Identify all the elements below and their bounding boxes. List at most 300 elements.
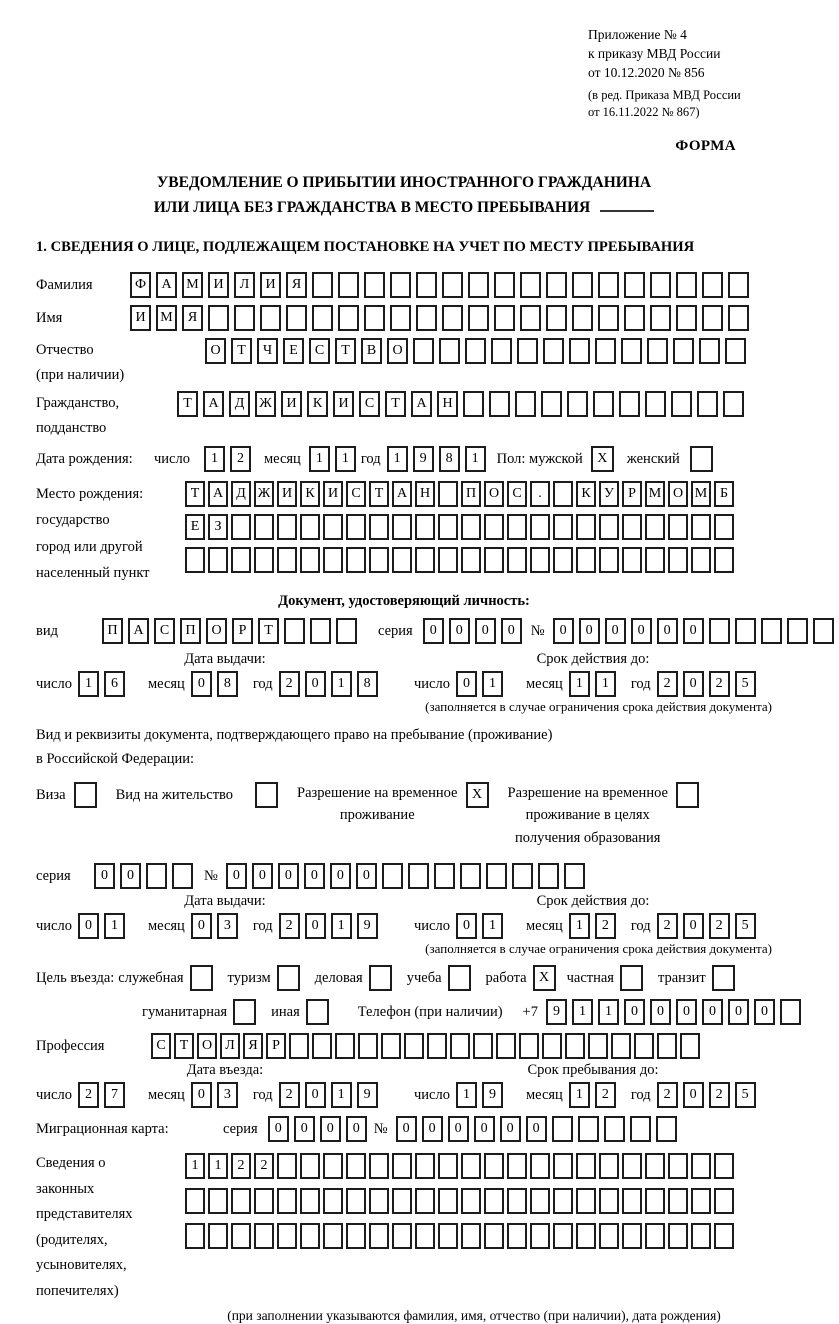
char-cell[interactable] <box>567 391 588 417</box>
char-cell[interactable] <box>728 272 749 298</box>
char-cell[interactable]: 2 <box>657 671 678 697</box>
char-cell[interactable] <box>714 1153 734 1179</box>
char-cell[interactable]: 5 <box>735 913 756 939</box>
char-cell[interactable] <box>381 1033 401 1059</box>
char-cell[interactable] <box>668 1223 688 1249</box>
char-cell[interactable]: 2 <box>78 1082 99 1108</box>
char-cell[interactable] <box>725 338 746 364</box>
char-cell[interactable]: Т <box>369 481 389 507</box>
char-cell[interactable] <box>468 272 489 298</box>
char-cell[interactable] <box>576 514 596 540</box>
char-cell[interactable]: И <box>333 391 354 417</box>
char-cell[interactable] <box>496 1033 516 1059</box>
char-cell[interactable] <box>208 1223 228 1249</box>
char-cell[interactable] <box>622 1223 642 1249</box>
char-cell[interactable]: О <box>484 481 504 507</box>
char-cell[interactable] <box>231 514 251 540</box>
char-cell[interactable] <box>564 863 585 889</box>
char-cell[interactable]: 1 <box>331 1082 352 1108</box>
char-cell[interactable] <box>676 305 697 331</box>
char-cell[interactable] <box>438 1188 458 1214</box>
char-cell[interactable] <box>634 1033 654 1059</box>
char-cell[interactable] <box>450 1033 470 1059</box>
char-cell[interactable] <box>260 305 281 331</box>
char-cell[interactable] <box>645 1223 665 1249</box>
char-cell[interactable]: Н <box>415 481 435 507</box>
char-cell[interactable]: 0 <box>702 999 723 1025</box>
char-cell[interactable] <box>404 1033 424 1059</box>
char-cell[interactable]: С <box>154 618 175 644</box>
char-cell[interactable] <box>714 514 734 540</box>
char-cell[interactable] <box>413 338 434 364</box>
char-cell[interactable] <box>286 305 307 331</box>
char-cell[interactable] <box>553 547 573 573</box>
char-cell[interactable]: 0 <box>320 1116 341 1142</box>
char-cell[interactable]: 0 <box>605 618 626 644</box>
char-cell[interactable]: . <box>530 481 550 507</box>
char-cell[interactable]: Ж <box>255 391 276 417</box>
char-cell[interactable] <box>599 1188 619 1214</box>
char-cell[interactable]: 0 <box>305 671 326 697</box>
char-cell[interactable]: Ж <box>254 481 274 507</box>
char-cell[interactable] <box>277 965 300 991</box>
char-cell[interactable] <box>284 618 305 644</box>
char-cell[interactable] <box>300 514 320 540</box>
char-cell[interactable]: 0 <box>683 1082 704 1108</box>
char-cell[interactable] <box>415 547 435 573</box>
char-cell[interactable] <box>185 1223 205 1249</box>
char-cell[interactable] <box>392 1223 412 1249</box>
char-cell[interactable] <box>277 1153 297 1179</box>
char-cell[interactable] <box>306 999 329 1025</box>
char-cell[interactable] <box>576 547 596 573</box>
char-cell[interactable]: П <box>461 481 481 507</box>
char-cell[interactable] <box>690 446 713 472</box>
char-cell[interactable] <box>622 547 642 573</box>
char-cell[interactable]: 7 <box>104 1082 125 1108</box>
char-cell[interactable] <box>231 1223 251 1249</box>
char-cell[interactable]: 9 <box>413 446 434 472</box>
char-cell[interactable]: 0 <box>526 1116 547 1142</box>
char-cell[interactable]: Р <box>622 481 642 507</box>
char-cell[interactable]: Т <box>231 338 252 364</box>
char-cell[interactable] <box>599 1223 619 1249</box>
char-cell[interactable] <box>448 965 471 991</box>
char-cell[interactable] <box>234 305 255 331</box>
char-cell[interactable] <box>146 863 167 889</box>
char-cell[interactable]: К <box>300 481 320 507</box>
char-cell[interactable]: Д <box>231 481 251 507</box>
char-cell[interactable]: 0 <box>294 1116 315 1142</box>
char-cell[interactable] <box>364 305 385 331</box>
char-cell[interactable] <box>530 547 550 573</box>
char-cell[interactable]: 0 <box>501 618 522 644</box>
char-cell[interactable] <box>390 272 411 298</box>
char-cell[interactable]: М <box>691 481 711 507</box>
char-cell[interactable] <box>520 272 541 298</box>
char-cell[interactable]: 0 <box>330 863 351 889</box>
char-cell[interactable]: Т <box>174 1033 194 1059</box>
char-cell[interactable] <box>538 863 559 889</box>
char-cell[interactable] <box>541 391 562 417</box>
char-cell[interactable] <box>369 965 392 991</box>
char-cell[interactable] <box>416 305 437 331</box>
char-cell[interactable] <box>289 1033 309 1059</box>
char-cell[interactable]: 6 <box>104 671 125 697</box>
char-cell[interactable]: 5 <box>735 671 756 697</box>
char-cell[interactable]: 0 <box>191 1082 212 1108</box>
char-cell[interactable]: 0 <box>304 863 325 889</box>
char-cell[interactable] <box>621 338 642 364</box>
char-cell[interactable] <box>630 1116 651 1142</box>
char-cell[interactable] <box>277 547 297 573</box>
char-cell[interactable]: Ч <box>257 338 278 364</box>
char-cell[interactable] <box>231 547 251 573</box>
char-cell[interactable] <box>565 1033 585 1059</box>
char-cell[interactable] <box>254 1223 274 1249</box>
char-cell[interactable]: 0 <box>474 1116 495 1142</box>
char-cell[interactable]: 1 <box>331 913 352 939</box>
char-cell[interactable] <box>369 547 389 573</box>
char-cell[interactable] <box>542 1033 562 1059</box>
char-cell[interactable] <box>338 305 359 331</box>
char-cell[interactable] <box>254 1188 274 1214</box>
char-cell[interactable] <box>358 1033 378 1059</box>
char-cell[interactable]: Т <box>177 391 198 417</box>
char-cell[interactable]: Т <box>385 391 406 417</box>
char-cell[interactable]: 9 <box>482 1082 503 1108</box>
char-cell[interactable] <box>714 1223 734 1249</box>
char-cell[interactable]: И <box>281 391 302 417</box>
char-cell[interactable] <box>671 391 692 417</box>
char-cell[interactable] <box>576 1223 596 1249</box>
char-cell[interactable] <box>813 618 834 644</box>
char-cell[interactable]: 0 <box>120 863 141 889</box>
char-cell[interactable] <box>208 547 228 573</box>
char-cell[interactable] <box>530 1223 550 1249</box>
char-cell[interactable] <box>468 305 489 331</box>
char-cell[interactable] <box>255 782 278 808</box>
char-cell[interactable]: 9 <box>546 999 567 1025</box>
char-cell[interactable] <box>460 863 481 889</box>
char-cell[interactable] <box>438 1223 458 1249</box>
char-cell[interactable] <box>323 514 343 540</box>
char-cell[interactable] <box>691 547 711 573</box>
char-cell[interactable]: И <box>323 481 343 507</box>
char-cell[interactable]: И <box>208 272 229 298</box>
char-cell[interactable] <box>442 272 463 298</box>
char-cell[interactable] <box>645 514 665 540</box>
char-cell[interactable] <box>364 272 385 298</box>
char-cell[interactable] <box>553 1153 573 1179</box>
char-cell[interactable]: Л <box>234 272 255 298</box>
char-cell[interactable]: 0 <box>456 913 477 939</box>
char-cell[interactable] <box>553 481 573 507</box>
char-cell[interactable]: 0 <box>631 618 652 644</box>
char-cell[interactable] <box>572 305 593 331</box>
char-cell[interactable]: Н <box>437 391 458 417</box>
char-cell[interactable]: Б <box>714 481 734 507</box>
char-cell[interactable] <box>415 1223 435 1249</box>
char-cell[interactable]: А <box>208 481 228 507</box>
char-cell[interactable] <box>336 618 357 644</box>
char-cell[interactable]: Е <box>185 514 205 540</box>
char-cell[interactable] <box>553 1223 573 1249</box>
char-cell[interactable] <box>595 338 616 364</box>
char-cell[interactable] <box>598 272 619 298</box>
char-cell[interactable]: 2 <box>709 1082 730 1108</box>
char-cell[interactable]: Я <box>243 1033 263 1059</box>
char-cell[interactable] <box>622 1188 642 1214</box>
char-cell[interactable] <box>598 305 619 331</box>
char-cell[interactable]: 0 <box>268 1116 289 1142</box>
char-cell[interactable]: 0 <box>683 671 704 697</box>
char-cell[interactable]: 9 <box>357 913 378 939</box>
char-cell[interactable] <box>624 272 645 298</box>
char-cell[interactable] <box>576 1153 596 1179</box>
char-cell[interactable]: 8 <box>439 446 460 472</box>
char-cell[interactable]: 2 <box>230 446 251 472</box>
char-cell[interactable] <box>310 618 331 644</box>
char-cell[interactable]: 0 <box>456 671 477 697</box>
char-cell[interactable]: 2 <box>279 1082 300 1108</box>
char-cell[interactable] <box>650 305 671 331</box>
char-cell[interactable]: 0 <box>356 863 377 889</box>
char-cell[interactable] <box>484 1188 504 1214</box>
char-cell[interactable]: Я <box>286 272 307 298</box>
char-cell[interactable] <box>465 338 486 364</box>
char-cell[interactable]: К <box>307 391 328 417</box>
char-cell[interactable]: 0 <box>305 913 326 939</box>
char-cell[interactable]: У <box>599 481 619 507</box>
char-cell[interactable]: 8 <box>217 671 238 697</box>
char-cell[interactable]: 2 <box>231 1153 251 1179</box>
char-cell[interactable] <box>650 272 671 298</box>
char-cell[interactable] <box>656 1116 677 1142</box>
char-cell[interactable]: 0 <box>553 618 574 644</box>
char-cell[interactable] <box>552 1116 573 1142</box>
char-cell[interactable]: Я <box>182 305 203 331</box>
char-cell[interactable] <box>709 618 730 644</box>
char-cell[interactable] <box>507 1223 527 1249</box>
char-cell[interactable] <box>530 1153 550 1179</box>
char-cell[interactable] <box>208 305 229 331</box>
char-cell[interactable] <box>588 1033 608 1059</box>
char-cell[interactable] <box>277 1223 297 1249</box>
char-cell[interactable]: 2 <box>709 913 730 939</box>
char-cell[interactable]: 0 <box>94 863 115 889</box>
char-cell[interactable] <box>323 547 343 573</box>
char-cell[interactable] <box>507 1188 527 1214</box>
char-cell[interactable] <box>415 1188 435 1214</box>
char-cell[interactable] <box>461 514 481 540</box>
char-cell[interactable] <box>346 1188 366 1214</box>
char-cell[interactable] <box>408 863 429 889</box>
char-cell[interactable]: 1 <box>595 671 616 697</box>
char-cell[interactable]: 1 <box>569 671 590 697</box>
char-cell[interactable]: 0 <box>579 618 600 644</box>
char-cell[interactable] <box>620 965 643 991</box>
char-cell[interactable] <box>233 999 256 1025</box>
char-cell[interactable]: 0 <box>305 1082 326 1108</box>
char-cell[interactable] <box>494 272 515 298</box>
char-cell[interactable] <box>312 272 333 298</box>
char-cell[interactable] <box>231 1188 251 1214</box>
char-cell[interactable]: 0 <box>191 671 212 697</box>
char-cell[interactable]: А <box>392 481 412 507</box>
char-cell[interactable]: 1 <box>78 671 99 697</box>
char-cell[interactable] <box>647 338 668 364</box>
char-cell[interactable]: 2 <box>595 1082 616 1108</box>
char-cell[interactable]: 1 <box>335 446 356 472</box>
char-cell[interactable] <box>208 1188 228 1214</box>
char-cell[interactable] <box>335 1033 355 1059</box>
char-cell[interactable]: 1 <box>331 671 352 697</box>
char-cell[interactable]: П <box>180 618 201 644</box>
char-cell[interactable]: 1 <box>482 671 503 697</box>
char-cell[interactable]: 9 <box>357 1082 378 1108</box>
char-cell[interactable] <box>735 618 756 644</box>
char-cell[interactable]: 0 <box>252 863 273 889</box>
char-cell[interactable]: 1 <box>569 1082 590 1108</box>
char-cell[interactable]: 0 <box>422 1116 443 1142</box>
char-cell[interactable] <box>691 1188 711 1214</box>
char-cell[interactable] <box>369 1223 389 1249</box>
char-cell[interactable] <box>434 863 455 889</box>
char-cell[interactable] <box>691 1223 711 1249</box>
char-cell[interactable]: 0 <box>448 1116 469 1142</box>
char-cell[interactable] <box>382 863 403 889</box>
char-cell[interactable]: С <box>359 391 380 417</box>
char-cell[interactable] <box>546 305 567 331</box>
char-cell[interactable]: 0 <box>657 618 678 644</box>
char-cell[interactable] <box>507 1153 527 1179</box>
char-cell[interactable] <box>611 1033 631 1059</box>
char-cell[interactable] <box>438 514 458 540</box>
char-cell[interactable]: 1 <box>465 446 486 472</box>
char-cell[interactable] <box>346 1153 366 1179</box>
char-cell[interactable] <box>515 391 536 417</box>
char-cell[interactable] <box>323 1223 343 1249</box>
char-cell[interactable] <box>787 618 808 644</box>
char-cell[interactable] <box>702 305 723 331</box>
char-cell[interactable]: 0 <box>78 913 99 939</box>
char-cell[interactable] <box>714 1188 734 1214</box>
char-cell[interactable] <box>569 338 590 364</box>
char-cell[interactable]: 2 <box>279 671 300 697</box>
char-cell[interactable]: К <box>576 481 596 507</box>
char-cell[interactable] <box>546 272 567 298</box>
char-cell[interactable] <box>520 305 541 331</box>
char-cell[interactable] <box>300 1153 320 1179</box>
char-cell[interactable] <box>392 1153 412 1179</box>
char-cell[interactable] <box>699 338 720 364</box>
char-cell[interactable] <box>390 305 411 331</box>
char-cell[interactable] <box>300 1188 320 1214</box>
char-cell[interactable]: Р <box>266 1033 286 1059</box>
char-cell[interactable]: В <box>361 338 382 364</box>
char-cell[interactable] <box>673 338 694 364</box>
char-cell[interactable] <box>553 1188 573 1214</box>
char-cell[interactable]: 0 <box>624 999 645 1025</box>
char-cell[interactable] <box>680 1033 700 1059</box>
char-cell[interactable] <box>530 514 550 540</box>
char-cell[interactable] <box>702 272 723 298</box>
char-cell[interactable]: С <box>507 481 527 507</box>
char-cell[interactable] <box>392 547 412 573</box>
char-cell[interactable] <box>277 1188 297 1214</box>
char-cell[interactable]: Е <box>283 338 304 364</box>
char-cell[interactable]: М <box>156 305 177 331</box>
char-cell[interactable]: 2 <box>657 913 678 939</box>
char-cell[interactable] <box>576 1188 596 1214</box>
char-cell[interactable] <box>439 338 460 364</box>
char-cell[interactable] <box>486 863 507 889</box>
char-cell[interactable]: 1 <box>208 1153 228 1179</box>
char-cell[interactable] <box>657 1033 677 1059</box>
char-cell[interactable] <box>728 305 749 331</box>
char-cell[interactable]: Т <box>258 618 279 644</box>
char-cell[interactable]: Д <box>229 391 250 417</box>
char-cell[interactable]: О <box>197 1033 217 1059</box>
char-cell[interactable]: 0 <box>683 913 704 939</box>
char-cell[interactable] <box>438 1153 458 1179</box>
char-cell[interactable]: 0 <box>676 999 697 1025</box>
char-cell[interactable]: 0 <box>500 1116 521 1142</box>
char-cell[interactable]: 0 <box>728 999 749 1025</box>
char-cell[interactable] <box>691 1153 711 1179</box>
char-cell[interactable]: С <box>151 1033 171 1059</box>
char-cell[interactable] <box>415 1153 435 1179</box>
char-cell[interactable]: 1 <box>572 999 593 1025</box>
char-cell[interactable] <box>473 1033 493 1059</box>
char-cell[interactable] <box>697 391 718 417</box>
char-cell[interactable] <box>599 1153 619 1179</box>
char-cell[interactable]: 0 <box>226 863 247 889</box>
char-cell[interactable]: 0 <box>754 999 775 1025</box>
char-cell[interactable]: 0 <box>475 618 496 644</box>
char-cell[interactable]: 0 <box>449 618 470 644</box>
char-cell[interactable] <box>338 272 359 298</box>
char-cell[interactable] <box>622 1153 642 1179</box>
char-cell[interactable]: 1 <box>204 446 225 472</box>
char-cell[interactable] <box>185 547 205 573</box>
char-cell[interactable] <box>369 514 389 540</box>
char-cell[interactable]: 0 <box>650 999 671 1025</box>
char-cell[interactable] <box>312 1033 332 1059</box>
char-cell[interactable] <box>624 305 645 331</box>
char-cell[interactable] <box>190 965 213 991</box>
char-cell[interactable]: X <box>466 782 489 808</box>
char-cell[interactable] <box>416 272 437 298</box>
char-cell[interactable] <box>415 514 435 540</box>
char-cell[interactable]: 1 <box>598 999 619 1025</box>
char-cell[interactable] <box>645 547 665 573</box>
char-cell[interactable]: 1 <box>482 913 503 939</box>
char-cell[interactable]: 1 <box>569 913 590 939</box>
char-cell[interactable] <box>668 547 688 573</box>
char-cell[interactable] <box>668 1188 688 1214</box>
char-cell[interactable]: 8 <box>357 671 378 697</box>
char-cell[interactable]: X <box>533 965 556 991</box>
char-cell[interactable]: 0 <box>683 618 704 644</box>
char-cell[interactable] <box>369 1188 389 1214</box>
char-cell[interactable]: 0 <box>423 618 444 644</box>
char-cell[interactable] <box>604 1116 625 1142</box>
char-cell[interactable] <box>484 547 504 573</box>
char-cell[interactable] <box>512 863 533 889</box>
char-cell[interactable] <box>484 1223 504 1249</box>
